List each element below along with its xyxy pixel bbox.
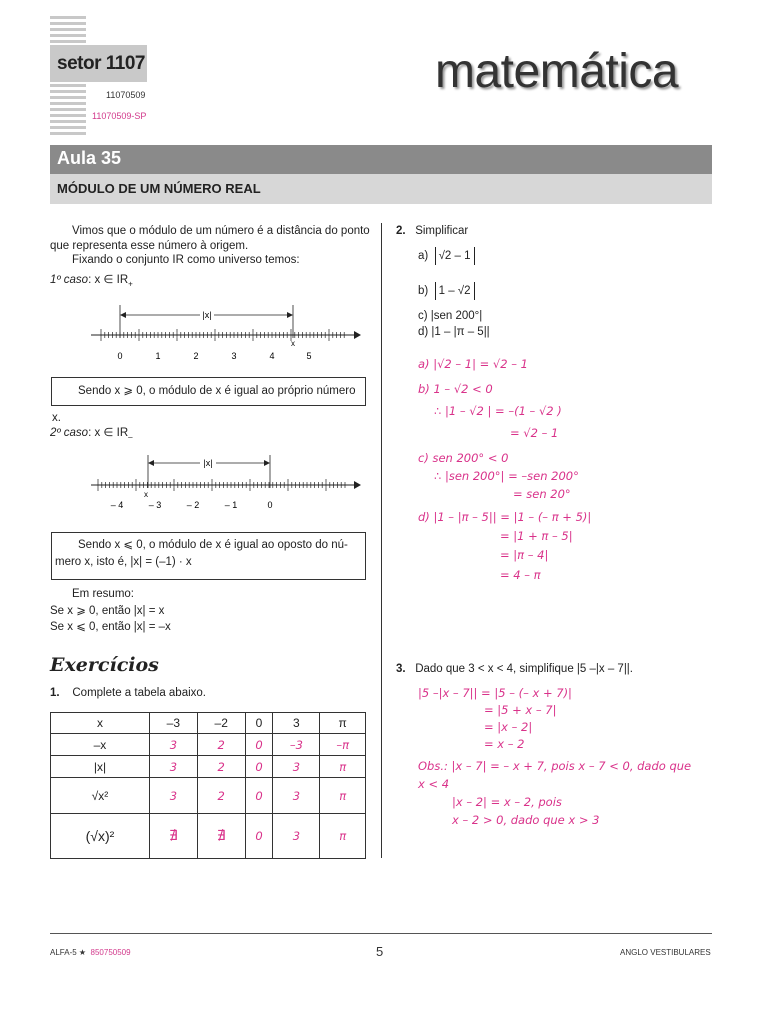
tick-label: 1 <box>155 351 161 361</box>
case1-heading: 1º caso: x ∈ $IR_+$ <box>50 274 133 289</box>
tick-label: – 3 <box>148 500 162 510</box>
table-header-row <box>51 713 366 734</box>
answer3-line: x – 2 > 0, dado que x > 3 <box>452 813 600 827</box>
abs-label-1: |x| <box>202 310 212 320</box>
answer-line: ∴ |sen 200°| = –sen 200° <box>434 469 579 483</box>
answer-line: c) sen 200° < 0 <box>418 451 509 465</box>
tick-label: 0 <box>267 500 273 510</box>
abs-label-2: |x| <box>203 458 213 468</box>
tick-label: 5 <box>306 351 312 361</box>
tick-label: 2 <box>193 351 199 361</box>
q2a: a) √2 – 1 <box>418 249 475 264</box>
tick-label: – 1 <box>224 500 238 510</box>
x-label-1: x <box>291 339 295 348</box>
topic-title: MÓDULO DE UM NÚMERO REAL <box>57 181 261 196</box>
footer-right: ANGLO VESTIBULARES <box>620 948 711 957</box>
exercises-title: Exercícios <box>50 654 159 676</box>
tick-label: 4 <box>269 351 275 361</box>
q2b: b) 1 – √2 <box>418 284 475 299</box>
code-secondary: 11070509-SP <box>92 111 147 121</box>
answer-line: b) 1 – √2 < 0 <box>418 382 493 396</box>
answer3-line: = |5 + x – 7| <box>484 703 557 717</box>
table-header: π <box>320 713 366 734</box>
tick-label: 3 <box>231 351 237 361</box>
number-line-positive <box>86 300 361 365</box>
answer-line: = sen 20° <box>513 487 571 501</box>
answer-line: = √2 – 1 <box>510 426 559 440</box>
answer-line: ∴ |1 – √2 | = –(1 – √2 ) <box>434 404 562 418</box>
q2c: c) |sen 200°| <box>418 310 483 322</box>
tick-label: 0 <box>117 351 123 361</box>
table-header: 3 <box>273 713 320 734</box>
tick-label: – 2 <box>186 500 200 510</box>
header-stripes-bottom <box>50 84 86 138</box>
question-1: 1. Complete a tabela abaixo. <box>50 687 206 699</box>
code-primary: 11070509 <box>106 90 146 100</box>
number-line-negative <box>86 450 361 515</box>
footer-rule <box>50 933 712 934</box>
answer3-line: |5 –|x – 7|| = |5 – (– x + 7)| <box>418 686 572 700</box>
table-row: √x² 3 2 0 3 π <box>51 778 366 814</box>
abs-value-table <box>50 712 366 859</box>
answer-line: a) |√2 – 1| = √2 – 1 <box>418 357 528 371</box>
lesson-bar <box>50 145 712 174</box>
rule-box-negative: Sendo x ⩽ 0, o módulo de x é igual ao oposto do nú- mero x, isto é, |x| = (–1) · x <box>51 532 366 580</box>
table-header: 0 <box>245 713 273 734</box>
page-number: 5 <box>376 944 384 959</box>
answer3-line: = |x – 2| <box>484 720 533 734</box>
rule-box-positive: Sendo x ⩾ 0, o módulo de x é igual ao próprio número x. <box>51 377 366 406</box>
x-label-2: x <box>144 490 148 499</box>
answer-line: = |1 + π – 5| <box>500 529 573 543</box>
q2d: d) |1 – |π – 5|| <box>418 326 490 338</box>
question-3: 3. Dado que 3 < x < 4, simplifique |5 –|x – 7||. <box>396 663 633 675</box>
question-2: 2. Simplificar <box>396 225 469 237</box>
footer-left: ALFA-5 ★ 850750509 <box>50 948 131 957</box>
tick-label: – 4 <box>110 500 124 510</box>
summary: Em resumo: Se x ⩾ 0, então |x| = x Se x ⩽ 0, então |x| = –x <box>50 588 171 633</box>
table-header: –3 <box>149 713 197 734</box>
intro-text: Vimos que o módulo de um número é a distância do ponto que representa esse número à origem. Fixando o conjunto IR como universo temos: <box>50 225 370 266</box>
column-divider <box>381 223 382 858</box>
answer-line: d) |1 – |π – 5|| = |1 – (– π + 5)| <box>418 510 592 524</box>
lesson-title: Aula 35 <box>57 148 122 168</box>
table-row: (√x)² ∄ ∄ 0 3 π <box>51 814 366 859</box>
table-header: x <box>51 713 150 734</box>
answer-line: = |π – 4| <box>500 548 549 562</box>
answer-line: = 4 – π <box>500 568 541 582</box>
table-row: |x| 3 2 0 3 π <box>51 756 366 778</box>
answer3-line: x < 4 <box>418 777 450 791</box>
answer3-line: = x – 2 <box>484 737 525 751</box>
case2-heading: 2º caso: x ∈ $IR_-$ <box>50 427 133 442</box>
answer3-line: |x – 2| = x – 2, pois <box>452 795 562 809</box>
subject-title: matemática <box>435 45 679 98</box>
header-stripes-top <box>50 16 86 46</box>
table-row: –x 3 2 0 –3 –π <box>51 734 366 756</box>
answer3-line: Obs.: |x – 7| = – x + 7, pois x – 7 < 0, dado que <box>418 759 692 773</box>
table-header: –2 <box>197 713 245 734</box>
setor-label: setor 1107 <box>57 53 145 74</box>
